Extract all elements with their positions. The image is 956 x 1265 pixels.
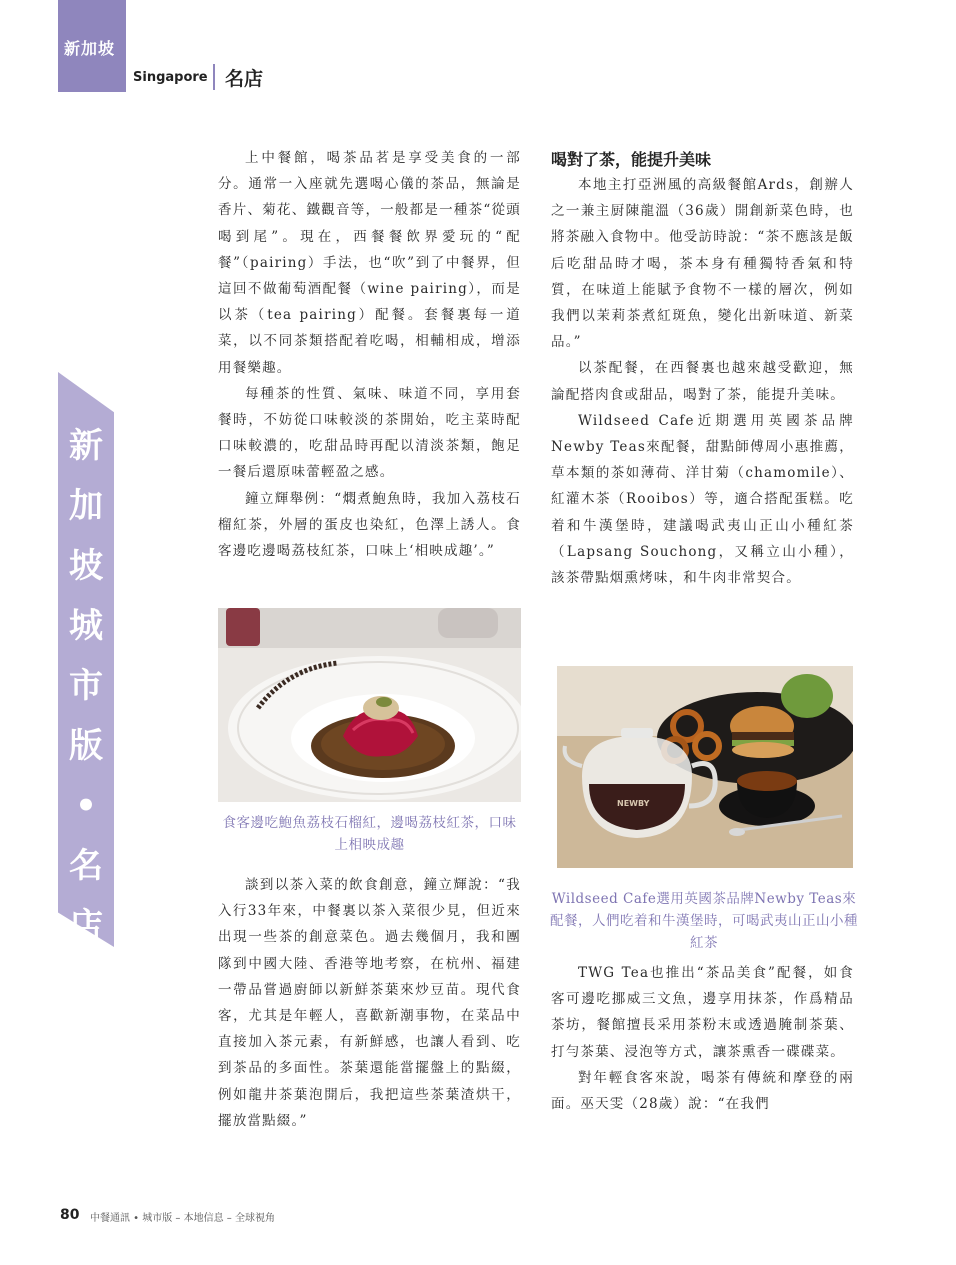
header-section: 名店 [225,68,264,90]
footer-text: 中餐通訊 • 城市版 – 本地信息 – 全球視角 [90,1213,275,1224]
section-heading: 喝對了茶，能提升美味 [551,150,712,169]
side-char: 版 [69,726,103,766]
paragraph: 對年輕食客來說，喝茶有傳統和摩登的兩面。巫天雯（28歲）說：“在我們 [551,1069,854,1113]
abalone-dish-illustration [218,608,521,802]
paragraph: TWG Tea也推出“茶品美食”配餐，如食客可邊吃挪威三文魚，邊享用抹茶，作爲精品茶坊，餐館擅長采用茶粉末或透過腌制茶葉、打勻茶葉、浸泡等方式，讓茶熏香一碟碟菜。 [551,965,854,1060]
side-char: 加 [69,486,103,526]
header-location: Singapore [133,70,208,85]
paragraph: 談到以茶入菜的飲食創意，鐘立輝說：“我入行33年來，中餐裏以茶入菜很少見，但近來出現一些茶的創意菜色。過去幾個月，我和團隊到中國大陸、香港等地考察，在杭州、福建一帶品嘗過廚師以新鮮茶葉來炒豆苗。現代食客，尤其是年輕人，喜歡新潮事物，在菜品中直接加入茶元素，有新鮮感，也讓人看到、吃到茶品的多面性。茶葉還能當擺盤上的點綴，例如龍井茶葉泡開后，我把這些茶葉渣烘干，擺放當點綴。” [218,877,521,1129]
tea-burger-photo [557,666,853,868]
article-column-2b [551,960,854,1117]
article-column-1 [218,145,521,564]
side-char: • [75,786,97,826]
paragraph: 上中餐館，喝茶品茗是享受美食的一部分。通常一入座就先選喝心儀的茶品，無論是香片、菊花、鐵觀音等，一般都是一種茶“從頭喝到尾”。現在，西餐餐飲界愛玩的“配餐”（pairing）手法，也“吹”到了中餐界，但這回不做葡萄酒配餐（wine pairing），而是以茶（tea pairing）配餐。套餐裏每一道菜，以不同茶類搭配着吃喝，相輔相成，增添用餐樂趣。 [218,150,521,376]
side-char: 店 [69,906,103,946]
paragraph: 本地主打亞洲風的高級餐館Ards，創辦人之一兼主厨陳龍溫（36歲）開創新菜色時，也將茶融入食物中。他受訪時說：“茶不應該是飯后吃甜品時才喝，茶本身有種獨特香氣和特質，在味道上能賦予食物不一樣的層次，例如我們以茉莉茶煮紅斑魚，變化出新味道、新菜品。” [551,177,854,351]
tea-burger-illustration [557,666,853,868]
paragraph: Wildseed Cafe近期選用英國茶品牌Newby Teas來配餐，甜點師傅周小惠推薦，草本類的茶如薄荷、洋甘菊（chamomile）、紅灌木茶（Rooibos）等，適合搭配蛋糕。吃着和牛漢堡時，建議喝武夷山正山小種紅茶（Lapsang Souchong，又稱立山小種），該茶帶點烟熏烤味，和牛肉非常契合。 [551,412,854,587]
side-char: 市 [69,666,103,706]
photo1-caption: 食客邊吃鮑魚荔枝石榴紅，邊喝荔枝紅茶，口味上相映成趣 [222,815,517,853]
article-column-1b [218,872,521,1134]
paragraph: 以茶配餐，在西餐裏也越來越受歡迎，無論配搭肉食或甜品，喝對了茶，能提升美味。 [551,360,854,403]
side-char: 城 [69,606,103,646]
side-char: 新 [69,426,103,466]
header-divider [213,64,215,90]
teapot-brand-text: NEWBY [617,799,650,808]
side-banner-text [58,416,114,956]
paragraph: 每種茶的性質、氣味、味道不同，享用套餐時，不妨從口味較淡的茶開始，吃主菜時配口味較濃的，吃甜品時再配以清淡茶類，飽足一餐后還原味蕾輕盈之感。 [218,385,521,481]
side-char: 坡 [69,546,103,586]
photo2-caption: Wildseed Cafe選用英國茶品牌Newby Teas來配餐，人們吃着和牛漢堡時，可喝武夷山正山小種紅茶 [550,891,858,951]
page-number: 80 [60,1207,80,1223]
side-char: 名 [69,846,103,886]
abalone-dish-photo [218,608,521,802]
paragraph: 鐘立輝舉例：“燜煮鮑魚時，我加入荔枝石榴紅茶，外層的蛋皮也染紅，色澤上誘人。食客邊吃邊喝荔枝紅茶，口味上‘相映成趣’。” [218,490,521,560]
article-column-2 [551,172,854,591]
header-tab-label: 新加坡 [64,39,116,58]
